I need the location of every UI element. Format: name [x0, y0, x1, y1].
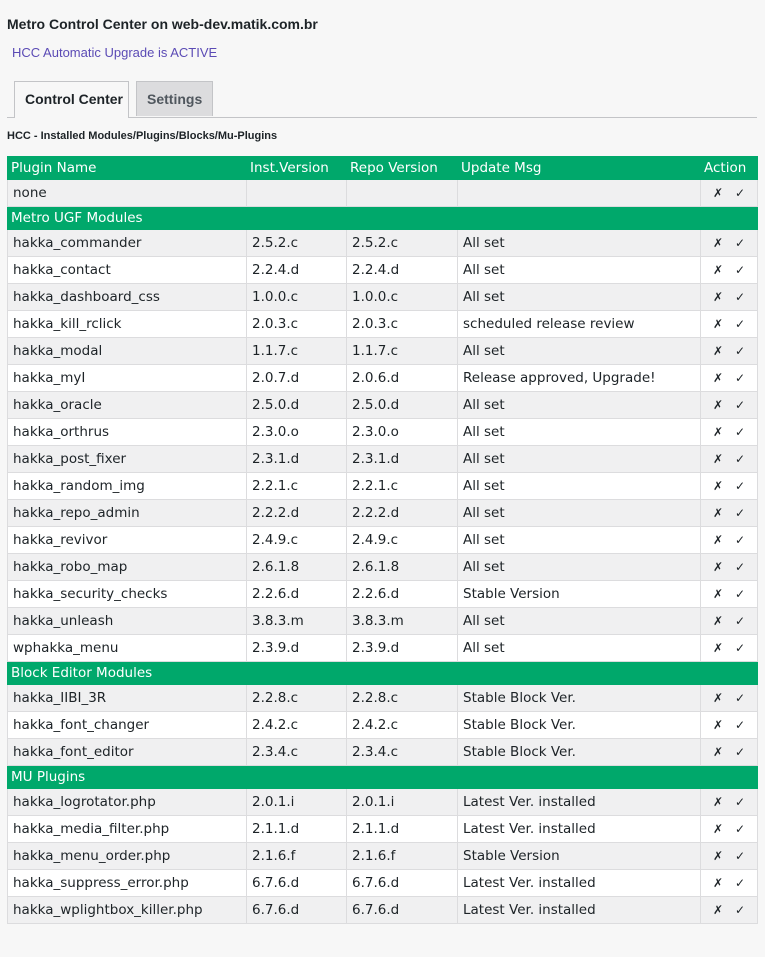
repo-version-cell: 2.0.1.i: [347, 789, 458, 816]
table-row: [8, 554, 758, 581]
table-row: [8, 473, 758, 500]
inst-version-cell: 1.1.7.c: [247, 338, 347, 365]
repo-version-cell: 2.2.2.d: [347, 500, 458, 527]
repo-version-cell: 2.2.6.d: [347, 581, 458, 608]
repo-version-cell: 6.7.6.d: [347, 870, 458, 897]
plugin-name-cell: hakka_modal: [8, 338, 247, 365]
update-msg-cell: Stable Block Ver.: [458, 739, 701, 766]
update-msg-cell: scheduled release review: [458, 311, 701, 338]
update-msg-cell: All set: [458, 338, 701, 365]
confirm-icon[interactable]: ✓: [734, 849, 746, 863]
table-body: [8, 180, 758, 924]
confirm-icon[interactable]: ✓: [734, 691, 746, 705]
confirm-icon[interactable]: ✓: [734, 290, 746, 304]
plugin-name-cell: hakka_menu_order.php: [8, 843, 247, 870]
action-cell: [701, 739, 758, 766]
table-row: [8, 284, 758, 311]
inst-version-cell: 2.2.4.d: [247, 257, 347, 284]
confirm-icon[interactable]: ✓: [734, 795, 746, 809]
table-row: [8, 870, 758, 897]
table-row: [8, 311, 758, 338]
update-msg-cell: Latest Ver. installed: [458, 789, 701, 816]
plugin-name-cell: hakka_font_editor: [8, 739, 247, 766]
update-msg-cell: All set: [458, 392, 701, 419]
table-row: [8, 180, 758, 207]
plugin-name-cell: hakka_kill_rclick: [8, 311, 247, 338]
action-cell: [701, 257, 758, 284]
confirm-icon[interactable]: ✓: [734, 903, 746, 917]
remove-icon[interactable]: ✗: [712, 371, 724, 385]
remove-icon[interactable]: ✗: [712, 849, 724, 863]
table-row: [8, 685, 758, 712]
repo-version-cell: 1.1.7.c: [347, 338, 458, 365]
action-cell: [701, 284, 758, 311]
table-row: [8, 446, 758, 473]
inst-version-cell: 2.5.2.c: [247, 230, 347, 257]
repo-version-cell: 2.3.9.d: [347, 635, 458, 662]
remove-icon[interactable]: ✗: [712, 452, 724, 466]
repo-version-cell: 1.0.0.c: [347, 284, 458, 311]
section-heading: HCC - Installed Modules/Plugins/Blocks/Mu-Plugins: [7, 130, 278, 142]
remove-icon[interactable]: ✗: [712, 263, 724, 277]
remove-icon[interactable]: ✗: [712, 718, 724, 732]
inst-version-cell: 2.1.1.d: [247, 816, 347, 843]
action-cell: [701, 843, 758, 870]
action-cell: [701, 816, 758, 843]
confirm-icon[interactable]: ✓: [734, 506, 746, 520]
remove-icon[interactable]: ✗: [712, 186, 724, 200]
table-row: [8, 581, 758, 608]
confirm-icon[interactable]: ✓: [734, 452, 746, 466]
confirm-icon[interactable]: ✓: [734, 560, 746, 574]
tab-control-center[interactable]: Control Center: [14, 81, 129, 118]
confirm-icon[interactable]: ✓: [734, 236, 746, 250]
update-msg-cell: All set: [458, 527, 701, 554]
table-row: [8, 257, 758, 284]
plugin-name-cell: hakka_wplightbox_killer.php: [8, 897, 247, 924]
update-msg-cell: All set: [458, 419, 701, 446]
remove-icon[interactable]: ✗: [712, 398, 724, 412]
table-row: [8, 527, 758, 554]
update-msg-cell: [458, 180, 701, 207]
plugin-name-cell: hakka_oracle: [8, 392, 247, 419]
remove-icon[interactable]: ✗: [712, 822, 724, 836]
update-msg-cell: Stable Version: [458, 581, 701, 608]
remove-icon[interactable]: ✗: [712, 317, 724, 331]
table-row: [8, 816, 758, 843]
action-cell: [701, 554, 758, 581]
table-row: [8, 789, 758, 816]
group-header-row: [8, 662, 758, 685]
table-row: [8, 500, 758, 527]
column-header-action: Action: [701, 157, 758, 180]
inst-version-cell: 2.5.0.d: [247, 392, 347, 419]
table-row: [8, 392, 758, 419]
remove-icon[interactable]: ✗: [712, 236, 724, 250]
plugin-name-cell: hakka_random_img: [8, 473, 247, 500]
remove-icon[interactable]: ✗: [712, 903, 724, 917]
inst-version-cell: 2.0.1.i: [247, 789, 347, 816]
update-msg-cell: All set: [458, 257, 701, 284]
action-cell: [701, 365, 758, 392]
inst-version-cell: 6.7.6.d: [247, 870, 347, 897]
plugin-name-cell: hakka_suppress_error.php: [8, 870, 247, 897]
group-header-row: [8, 207, 758, 230]
table-header-row: [8, 157, 758, 180]
action-cell: [701, 419, 758, 446]
confirm-icon[interactable]: ✓: [734, 317, 746, 331]
plugin-name-cell: hakka_robo_map: [8, 554, 247, 581]
confirm-icon[interactable]: ✓: [734, 425, 746, 439]
column-header-inst-version: Inst.Version: [247, 157, 347, 180]
plugin-name-cell: hakka_post_fixer: [8, 446, 247, 473]
repo-version-cell: 2.3.1.d: [347, 446, 458, 473]
plugin-name-cell: hakka_revivor: [8, 527, 247, 554]
action-cell: [701, 180, 758, 207]
inst-version-cell: [247, 180, 347, 207]
remove-icon[interactable]: ✗: [712, 425, 724, 439]
plugin-name-cell: hakka_repo_admin: [8, 500, 247, 527]
inst-version-cell: 2.1.6.f: [247, 843, 347, 870]
action-cell: [701, 897, 758, 924]
column-header-repo-version: Repo Version: [347, 157, 458, 180]
inst-version-cell: 6.7.6.d: [247, 897, 347, 924]
remove-icon[interactable]: ✗: [712, 641, 724, 655]
action-cell: [701, 635, 758, 662]
column-header-update-msg: Update Msg: [458, 157, 701, 180]
plugin-name-cell: hakka_security_checks: [8, 581, 247, 608]
update-msg-cell: Latest Ver. installed: [458, 816, 701, 843]
column-header-plugin-name: Plugin Name: [8, 157, 247, 180]
confirm-icon[interactable]: ✓: [734, 718, 746, 732]
update-msg-cell: Stable Block Ver.: [458, 712, 701, 739]
update-msg-cell: Latest Ver. installed: [458, 870, 701, 897]
confirm-icon[interactable]: ✓: [734, 371, 746, 385]
action-cell: [701, 608, 758, 635]
repo-version-cell: 6.7.6.d: [347, 897, 458, 924]
inst-version-cell: 1.0.0.c: [247, 284, 347, 311]
remove-icon[interactable]: ✗: [712, 745, 724, 759]
remove-icon[interactable]: ✗: [712, 533, 724, 547]
repo-version-cell: 2.6.1.8: [347, 554, 458, 581]
update-msg-cell: Release approved, Upgrade!: [458, 365, 701, 392]
inst-version-cell: 2.2.8.c: [247, 685, 347, 712]
remove-icon[interactable]: ✗: [712, 876, 724, 890]
action-cell: [701, 338, 758, 365]
remove-icon[interactable]: ✗: [712, 560, 724, 574]
repo-version-cell: [347, 180, 458, 207]
tab-settings[interactable]: Settings: [136, 81, 213, 116]
group-header-row: [8, 766, 758, 789]
confirm-icon[interactable]: ✓: [734, 822, 746, 836]
table-row: [8, 230, 758, 257]
repo-version-cell: 2.0.6.d: [347, 365, 458, 392]
inst-version-cell: 2.3.9.d: [247, 635, 347, 662]
confirm-icon[interactable]: ✓: [734, 186, 746, 200]
inst-version-cell: 2.3.4.c: [247, 739, 347, 766]
update-msg-cell: All set: [458, 473, 701, 500]
plugin-name-cell: hakka_font_changer: [8, 712, 247, 739]
update-msg-cell: All set: [458, 230, 701, 257]
page-title: Metro Control Center on web-dev.matik.com.br: [7, 16, 318, 32]
update-msg-cell: Stable Version: [458, 843, 701, 870]
modules-table: [7, 156, 758, 924]
confirm-icon[interactable]: ✓: [734, 263, 746, 277]
inst-version-cell: 2.4.2.c: [247, 712, 347, 739]
action-cell: [701, 870, 758, 897]
table-row: [8, 635, 758, 662]
inst-version-cell: 2.2.1.c: [247, 473, 347, 500]
action-cell: [701, 446, 758, 473]
table-row: [8, 712, 758, 739]
action-cell: [701, 712, 758, 739]
repo-version-cell: 2.3.4.c: [347, 739, 458, 766]
confirm-icon[interactable]: ✓: [734, 587, 746, 601]
confirm-icon[interactable]: ✓: [734, 745, 746, 759]
inst-version-cell: 3.8.3.m: [247, 608, 347, 635]
group-title: Metro UGF Modules: [8, 207, 758, 230]
plugin-name-cell: hakka_commander: [8, 230, 247, 257]
action-cell: [701, 473, 758, 500]
update-msg-cell: All set: [458, 446, 701, 473]
update-msg-cell: All set: [458, 635, 701, 662]
inst-version-cell: 2.3.0.o: [247, 419, 347, 446]
inst-version-cell: 2.2.6.d: [247, 581, 347, 608]
confirm-icon[interactable]: ✓: [734, 641, 746, 655]
confirm-icon[interactable]: ✓: [734, 876, 746, 890]
table-row: [8, 608, 758, 635]
repo-version-cell: 2.5.0.d: [347, 392, 458, 419]
confirm-icon[interactable]: ✓: [734, 398, 746, 412]
plugin-name-cell: hakka_contact: [8, 257, 247, 284]
update-msg-cell: All set: [458, 284, 701, 311]
action-cell: [701, 685, 758, 712]
plugin-name-cell: hakka_logrotator.php: [8, 789, 247, 816]
repo-version-cell: 2.2.4.d: [347, 257, 458, 284]
update-msg-cell: All set: [458, 554, 701, 581]
inst-version-cell: 2.3.1.d: [247, 446, 347, 473]
remove-icon[interactable]: ✗: [712, 290, 724, 304]
update-msg-cell: All set: [458, 500, 701, 527]
repo-version-cell: 3.8.3.m: [347, 608, 458, 635]
table-row: [8, 419, 758, 446]
repo-version-cell: 2.4.9.c: [347, 527, 458, 554]
action-cell: [701, 789, 758, 816]
inst-version-cell: 2.4.9.c: [247, 527, 347, 554]
remove-icon[interactable]: ✗: [712, 479, 724, 493]
inst-version-cell: 2.2.2.d: [247, 500, 347, 527]
confirm-icon[interactable]: ✓: [734, 344, 746, 358]
remove-icon[interactable]: ✗: [712, 506, 724, 520]
inst-version-cell: 2.6.1.8: [247, 554, 347, 581]
action-cell: [701, 500, 758, 527]
plugin-name-cell: hakka_IIBI_3R: [8, 685, 247, 712]
update-msg-cell: Stable Block Ver.: [458, 685, 701, 712]
repo-version-cell: 2.1.6.f: [347, 843, 458, 870]
remove-icon[interactable]: ✗: [712, 587, 724, 601]
confirm-icon[interactable]: ✓: [734, 533, 746, 547]
table-row: [8, 897, 758, 924]
plugin-name-cell: none: [8, 180, 247, 207]
repo-version-cell: 2.4.2.c: [347, 712, 458, 739]
group-title: Block Editor Modules: [8, 662, 758, 685]
remove-icon[interactable]: ✗: [712, 344, 724, 358]
remove-icon[interactable]: ✗: [712, 614, 724, 628]
upgrade-status-notice: HCC Automatic Upgrade is ACTIVE: [12, 45, 218, 60]
table-row: [8, 365, 758, 392]
action-cell: [701, 527, 758, 554]
update-msg-cell: All set: [458, 608, 701, 635]
plugin-name-cell: hakka_unleash: [8, 608, 247, 635]
plugin-name-cell: hakka_dashboard_css: [8, 284, 247, 311]
tab-bar: [7, 81, 757, 118]
action-cell: [701, 581, 758, 608]
remove-icon[interactable]: ✗: [712, 691, 724, 705]
inst-version-cell: 2.0.7.d: [247, 365, 347, 392]
table-row: [8, 843, 758, 870]
repo-version-cell: 2.1.1.d: [347, 816, 458, 843]
update-msg-cell: Latest Ver. installed: [458, 897, 701, 924]
plugin-name-cell: hakka_media_filter.php: [8, 816, 247, 843]
action-cell: [701, 392, 758, 419]
confirm-icon[interactable]: ✓: [734, 479, 746, 493]
repo-version-cell: 2.2.1.c: [347, 473, 458, 500]
table-row: [8, 338, 758, 365]
action-cell: [701, 230, 758, 257]
repo-version-cell: 2.0.3.c: [347, 311, 458, 338]
inst-version-cell: 2.0.3.c: [247, 311, 347, 338]
plugin-name-cell: wphakka_menu: [8, 635, 247, 662]
repo-version-cell: 2.2.8.c: [347, 685, 458, 712]
plugin-name-cell: hakka_myI: [8, 365, 247, 392]
remove-icon[interactable]: ✗: [712, 795, 724, 809]
group-title: MU Plugins: [8, 766, 758, 789]
repo-version-cell: 2.5.2.c: [347, 230, 458, 257]
table-row: [8, 739, 758, 766]
repo-version-cell: 2.3.0.o: [347, 419, 458, 446]
confirm-icon[interactable]: ✓: [734, 614, 746, 628]
action-cell: [701, 311, 758, 338]
plugin-name-cell: hakka_orthrus: [8, 419, 247, 446]
